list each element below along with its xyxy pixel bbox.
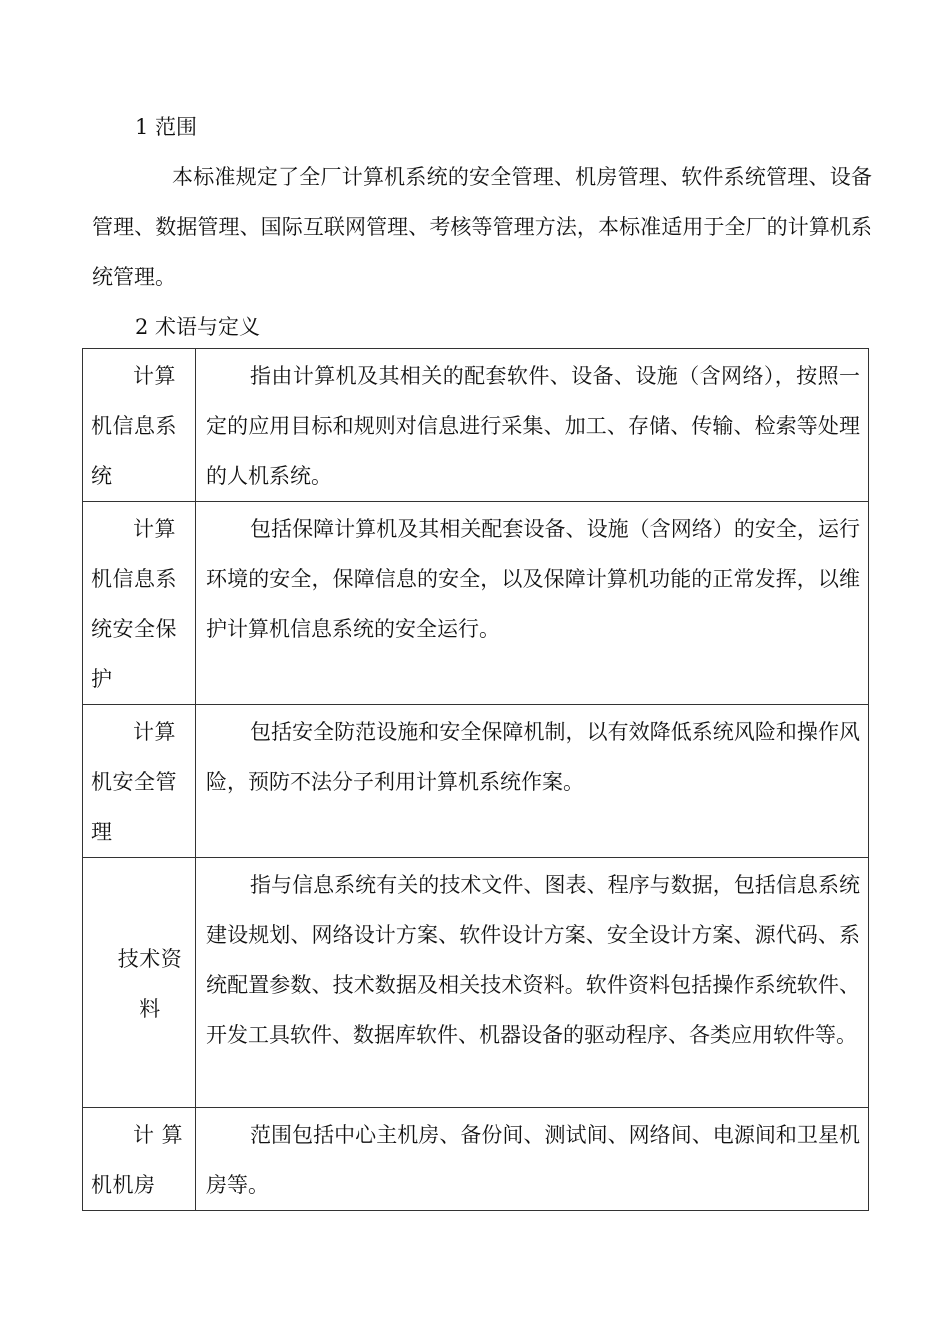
term-label: 计算机信息系统安全保护 xyxy=(91,517,177,691)
term-cell xyxy=(83,502,196,705)
term-cell xyxy=(83,705,196,858)
terms-definitions-table xyxy=(82,348,869,1211)
scope-paragraph: 本标准规定了全厂计算机系统的安全管理、机房管理、软件系统管理、设备管理、数据管理、国际互联网管理、考核等管理方法，本标准适用于全厂的计算机系统管理。 xyxy=(92,165,872,289)
term-cell xyxy=(83,858,196,1108)
section-2-heading: 2 术语与定义 xyxy=(135,315,261,339)
definition-cell xyxy=(196,1108,869,1211)
table-row xyxy=(83,349,869,502)
table-row xyxy=(83,705,869,858)
term-cell xyxy=(83,1108,196,1211)
table-row xyxy=(83,502,869,705)
section-1-heading: 1 范围 xyxy=(135,115,198,139)
definition-text: 指与信息系统有关的技术文件、图表、程序与数据，包括信息系统建设规划、网络设计方案、软件设计方案、安全设计方案、源代码、系统配置参数、技术数据及相关技术资料。软件资料包括操作系统软件、开发工具软件、数据库软件、机器设备的驱动程序、各类应用软件等。 xyxy=(206,873,860,1047)
table-row xyxy=(83,1108,869,1211)
term-label: 计 算机机房 xyxy=(91,1123,184,1197)
term-label: 技术资料 xyxy=(117,946,183,1021)
definition-cell xyxy=(196,705,869,858)
definition-cell xyxy=(196,502,869,705)
table-row xyxy=(83,858,869,1108)
term-label: 计算机信息系统 xyxy=(91,364,177,488)
definition-text: 范围包括中心主机房、备份间、测试间、网络间、电源间和卫星机房等。 xyxy=(206,1123,860,1197)
term-label: 计算机安全管理 xyxy=(91,720,177,844)
definition-text: 包括保障计算机及其相关配套设备、设施（含网络）的安全，运行环境的安全，保障信息的安全，以及保障计算机功能的正常发挥，以维护计算机信息系统的安全运行。 xyxy=(206,517,860,641)
definition-cell xyxy=(196,858,869,1108)
definition-text: 指由计算机及其相关的配套软件、设备、设施（含网络），按照一定的应用目标和规则对信息进行采集、加工、存储、传输、检索等处理的人机系统。 xyxy=(206,364,860,488)
definition-text: 包括安全防范设施和安全保障机制，以有效降低系统风险和操作风险，预防不法分子利用计算机系统作案。 xyxy=(206,720,860,794)
definition-cell xyxy=(196,349,869,502)
term-cell xyxy=(83,349,196,502)
